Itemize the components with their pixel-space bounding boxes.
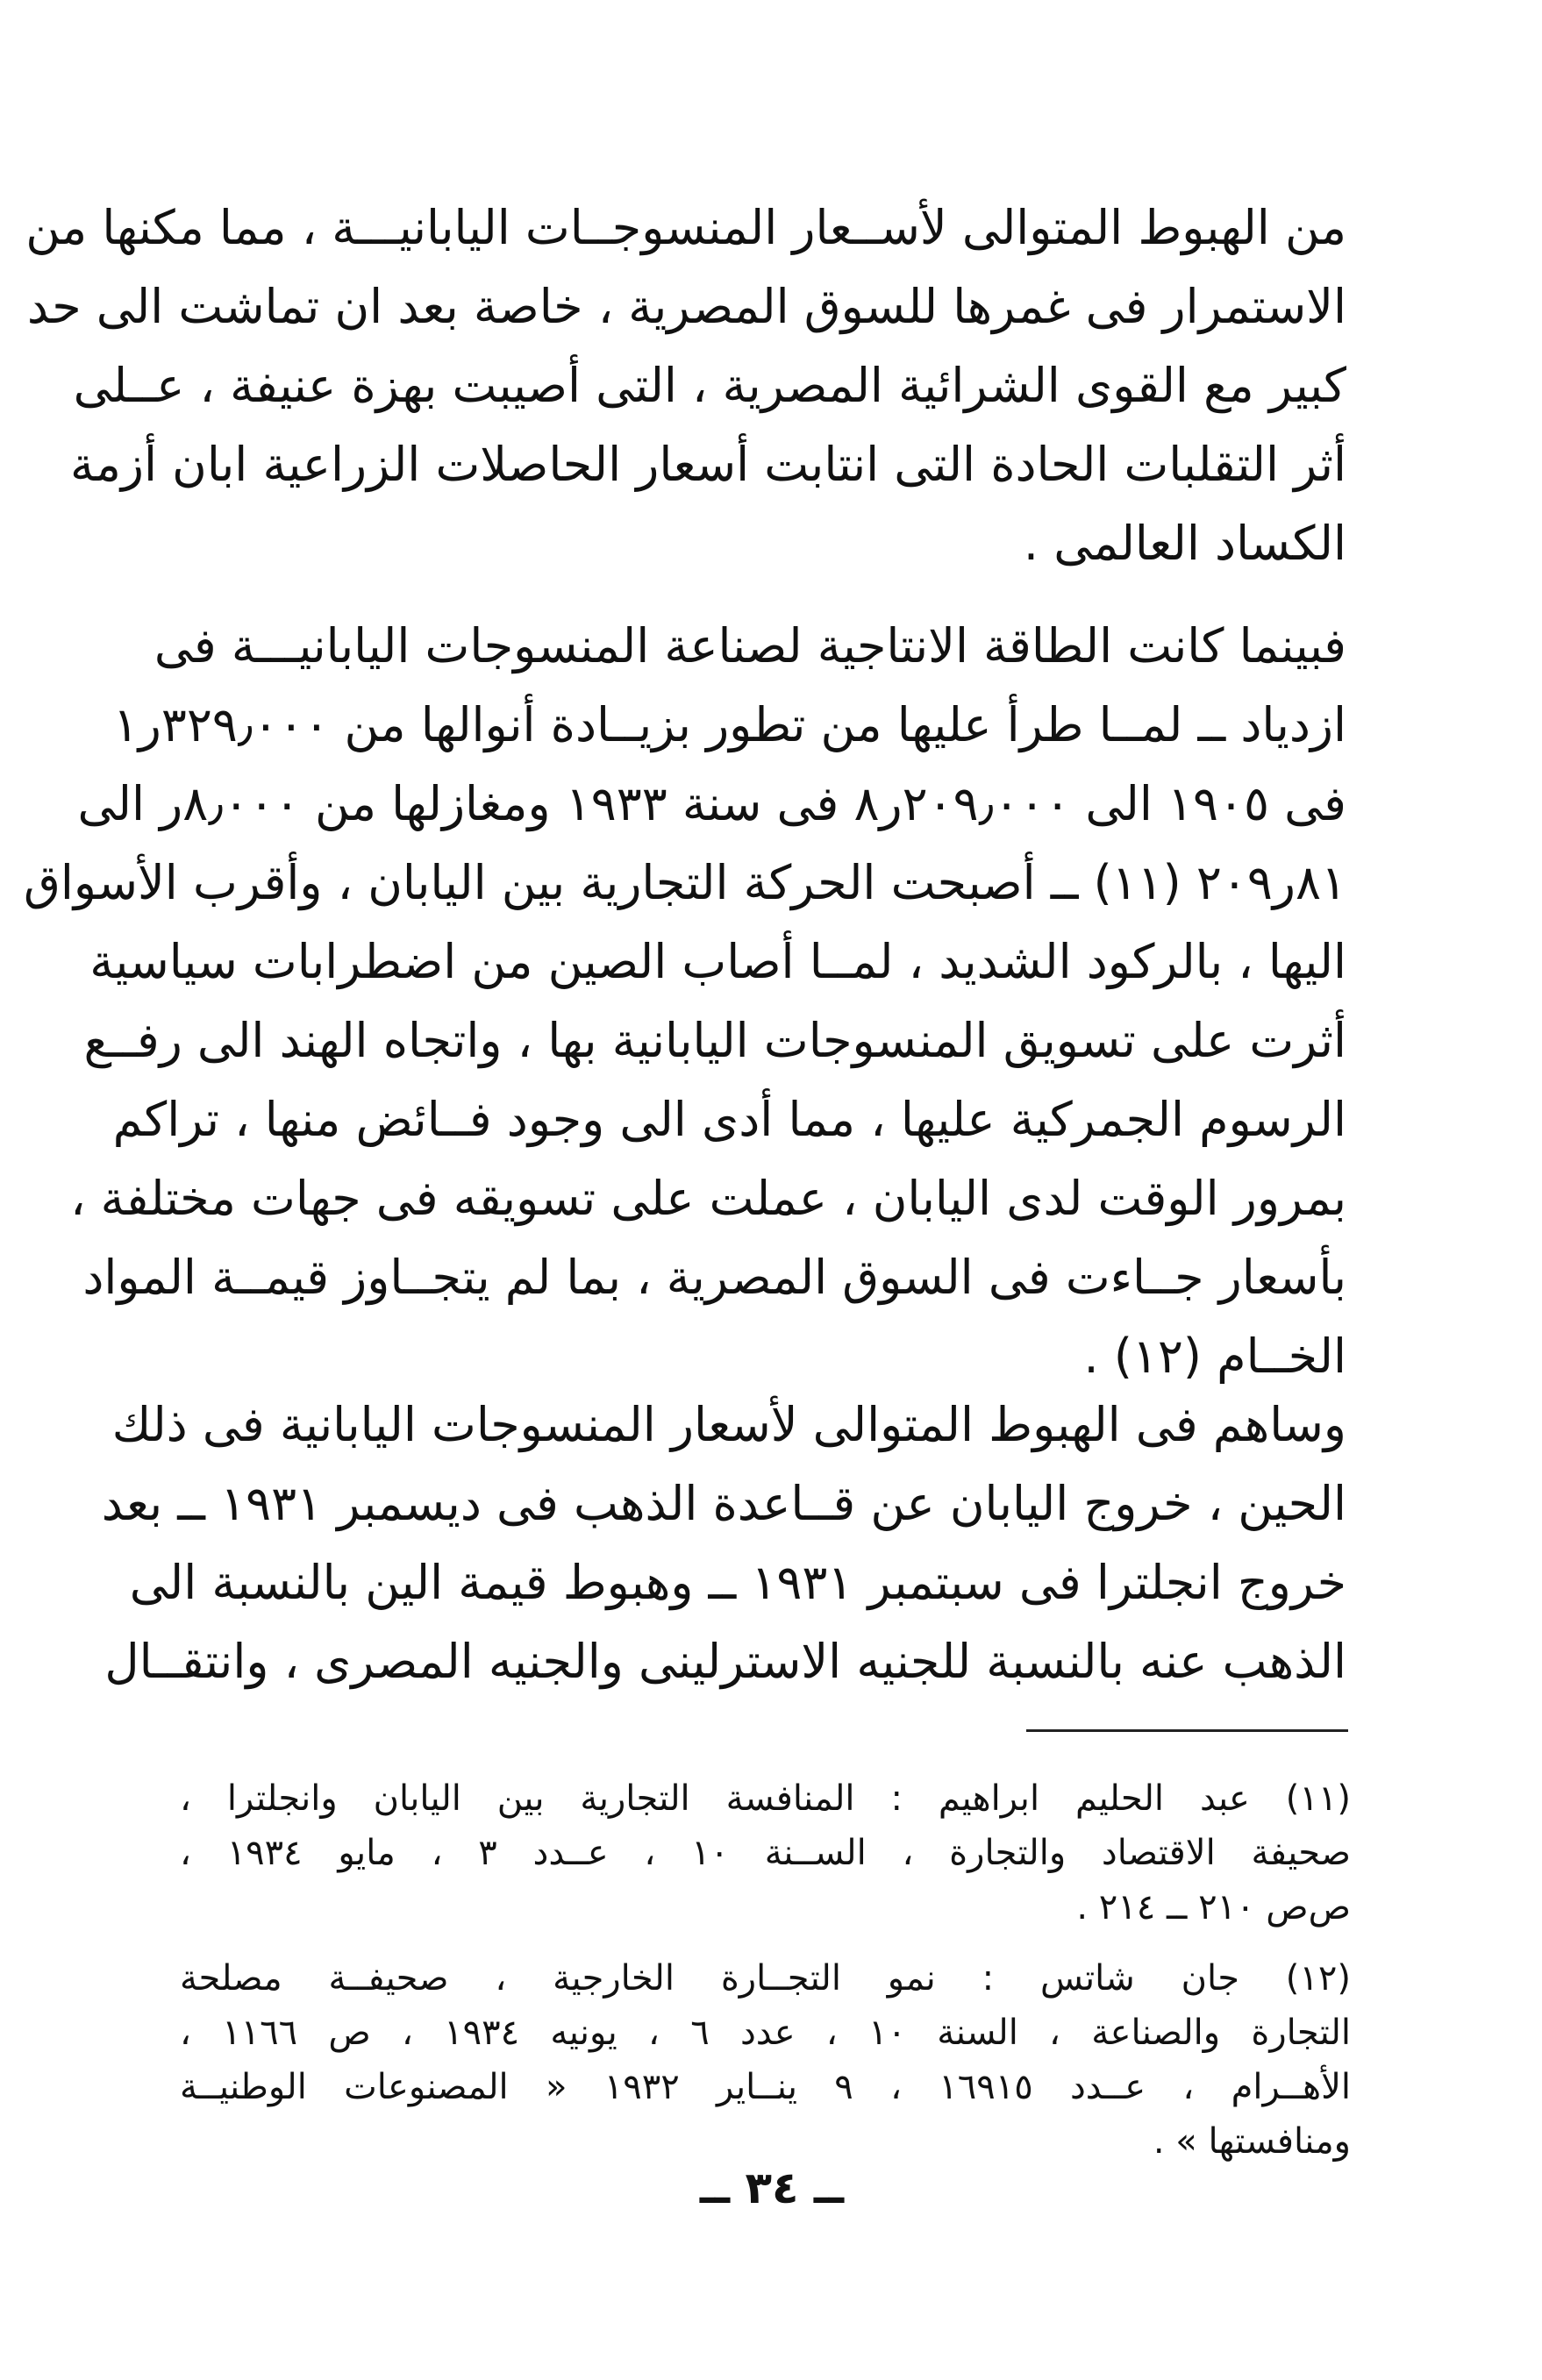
body-paragraph-1 <box>25 189 1346 583</box>
footnote-11 <box>180 1771 1351 1935</box>
text-line: فبينما كانت الطاقة الانتاجية لصناعة المنسوجات اليابانيـــة فى <box>153 618 1346 673</box>
text-line: بأسعار جــاءت فى السوق المصرية ، بما لم يتجــاوز قيمــة المواد <box>82 1250 1346 1305</box>
footnote-line: التجارة والصناعة ، السنة ١٠ ، عدد ٦ ، يونيه ١٩٣٤ ، ص ١١٦٦ ، <box>180 2013 1352 2053</box>
text-line: كبير مع القوى الشرائية المصرية ، التى أصيبت بهزة عنيفة ، عــلى <box>73 358 1346 413</box>
text-line: الخــام (١٢) . <box>1083 1329 1346 1384</box>
text-line: ٨١ر٢٠٩ (١١) ــ أصبحت الحركة التجارية بين اليابان ، وأقرب الأسواق <box>23 855 1346 910</box>
body-paragraph-2 <box>23 607 1346 1396</box>
text-line: أثر التقلبات الحادة التى انتابت أسعار الحاصلات الزراعية ابان أزمة <box>70 437 1346 492</box>
text-line: الكساد العالمى . <box>1023 516 1346 571</box>
text-line: خروج انجلترا فى سبتمبر ١٩٣١ ــ وهبوط قيمة الين بالنسبة الى <box>129 1555 1346 1610</box>
footnote-line: (١١) عبد الحليم ابراهيم : المنافسة التجارية بين اليابان وانجلترا ، <box>180 1778 1351 1819</box>
text-line: أثرت على تسويق المنسوجات اليابانية بها ، واتجاه الهند الى رفــع <box>83 1013 1346 1068</box>
footnote-line: الأهــرام ، عــدد ١٦٩١٥ ، ٩ ينــاير ١٩٣٢ « المصنوعات الوطنيــة <box>180 2067 1352 2107</box>
footnote-line: ص‌ص ٢١٠ ــ ٢١٤ . <box>1076 1887 1351 1928</box>
text-line: وساهم فى الهبوط المتوالى لأسعار المنسوجات اليابانية فى ذلك <box>111 1397 1346 1452</box>
footnote-line: (١٢) جان شاتس : نمو التجــارة الخارجية ، صحيفــة مصلحة <box>180 1958 1351 1999</box>
text-line: من الهبوط المتوالى لأســعار المنسوجــات اليابانيـــة ، مما مكنها من <box>25 200 1346 255</box>
text-line: بمرور الوقت لدى اليابان ، عملت على تسويقه فى جهات مختلفة ، <box>70 1171 1346 1226</box>
text-line: الاستمرار فى غمرها للسوق المصرية ، خاصة بعد ان تماشت الى حد <box>26 279 1346 334</box>
footnote-line: ومنافستها » . <box>1153 2121 1351 2162</box>
footnote-line: صحيفة الاقتصاد والتجارة ، الســنة ١٠ ، عــدد ٣ ، مايو ١٩٣٤ ، <box>180 1833 1352 1873</box>
text-line: فى ١٩٠٥ الى ٢٠٩٫٠٠٠ر٨ فى سنة ١٩٣٣ ومغازلها من ٨٫٠٠٠ر الى <box>77 776 1346 831</box>
text-line: الذهب عنه بالنسبة للجنيه الاسترلينى والجنيه المصرى ، وانتقــال <box>104 1634 1346 1689</box>
footnote-divider <box>1026 1729 1348 1732</box>
text-line: اليها ، بالركود الشديد ، لمــا أصاب الصين من اضطرابات سياسية <box>89 934 1346 989</box>
text-line: الرسوم الجمركية عليها ، مما أدى الى وجود فــائض منها ، تراكم <box>112 1092 1346 1147</box>
footnote-12 <box>180 1951 1351 2169</box>
body-paragraph-3 <box>101 1386 1346 1701</box>
page-number: ــ ٣٤ ــ <box>699 2163 845 2213</box>
text-line: الحين ، خروج اليابان عن قــاعدة الذهب فى ديسمبر ١٩٣١ ــ بعد <box>101 1476 1346 1531</box>
text-line: ازدياد ــ لمــا طرأ عليها من تطور بزيــادة أنوالها من ٣٢٩٫٠٠٠ر١ <box>112 697 1346 752</box>
